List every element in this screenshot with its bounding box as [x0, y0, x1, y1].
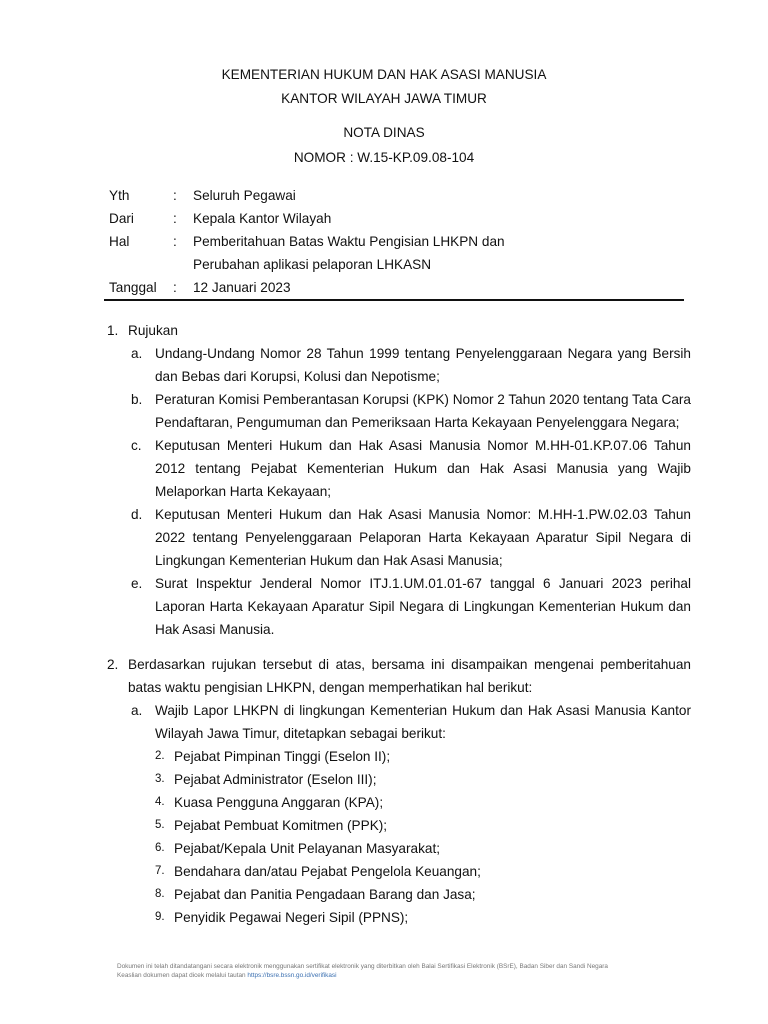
item-text: Undang-Undang Nomor 28 Tahun 1999 tentang Penyelenggaraan Negara yang Bersih dan Bebas dari Korupsi, Kolusi dan Nepotisme;: [155, 346, 691, 384]
verification-link[interactable]: https://bsre.bssn.go.id/verifikasi: [247, 972, 337, 979]
meta-value: 12 Januari 2023: [193, 280, 291, 295]
item-text: Pejabat Pimpinan Tinggi (Eselon II);: [174, 749, 391, 764]
section-paragraph: Berdasarkan rujukan tersebut di atas, bersama ini disampaikan mengenai pemberitahuan batas waktu pengisian LHKPN, dengan memperhatikan hal berikut:: [128, 657, 691, 695]
item-number: 6.: [155, 842, 165, 854]
item-letter: d.: [131, 507, 143, 522]
item-text: Peraturan Komisi Pemberantasan Korupsi (KPK) Nomor 2 Tahun 2020 tentang Tata Cara Pendaftaran, Pengumuman dan Pemeriksaan Harta Kekayaan Penyelenggara Negara;: [155, 392, 691, 430]
section-pemberitahuan: [107, 653, 691, 929]
item-letter: b.: [131, 392, 143, 407]
meta-row-tanggal: [109, 276, 689, 299]
item-text: Pejabat dan Panitia Pengadaan Barang dan Jasa;: [174, 887, 476, 902]
numbered-item: [155, 860, 691, 883]
meta-row-dari: [109, 207, 689, 230]
numbered-list: [155, 745, 691, 929]
item-number: 7.: [155, 865, 165, 877]
item-text: Kuasa Pengguna Anggaran (KPA);: [174, 795, 384, 810]
list-item: [128, 503, 691, 572]
section-number: 2.: [107, 657, 119, 672]
section-title: Rujukan: [128, 323, 178, 338]
meta-value: Seluruh Pegawai: [193, 188, 296, 203]
item-number: 3.: [155, 773, 165, 785]
item-letter: c.: [131, 438, 142, 453]
meta-key: Hal: [109, 234, 130, 249]
header-ministry: [0, 66, 768, 84]
footer-line-2: [117, 971, 677, 980]
meta-value: Pemberitahuan Batas Waktu Pengisian LHKPN dan Perubahan aplikasi pelaporan LHKASN: [193, 234, 505, 272]
item-number: 5.: [155, 819, 165, 831]
numbered-item: [155, 791, 691, 814]
item-text: Pejabat Administrator (Eselon III);: [174, 772, 377, 787]
numbered-item: [155, 906, 691, 929]
footer-line-2-prefix: Keaslian dokumen dapat dicek melalui tautan: [117, 972, 246, 979]
item-number: 9.: [155, 911, 165, 923]
item-text: Surat Inspektur Jenderal Nomor ITJ.1.UM.01.01-67 tanggal 6 Januari 2023 perihal Laporan Harta Kekayaan Aparatur Sipil Negara di Lingkungan Kementerian Hukum dan Hak Asasi Manusia.: [155, 576, 691, 637]
item-text: Pejabat Pembuat Komitmen (PPK);: [174, 818, 388, 833]
office-name: KANTOR WILAYAH JAWA TIMUR: [281, 91, 487, 106]
item-number: 2.: [155, 750, 165, 762]
header-office: [0, 90, 768, 108]
meta-row-yth: [109, 184, 689, 207]
meta-key: Dari: [109, 211, 134, 226]
e-signature-footer: [117, 962, 677, 980]
list-item: [128, 342, 691, 388]
header-divider: [104, 299, 684, 301]
ministry-name: KEMENTERIAN HUKUM DAN HAK ASASI MANUSIA: [221, 67, 547, 82]
meta-colon: :: [173, 211, 177, 226]
numbered-item: [155, 768, 691, 791]
meta-value: Kepala Kantor Wilayah: [193, 211, 332, 226]
item-number: 8.: [155, 888, 165, 900]
numbered-item: [155, 745, 691, 768]
numbered-item: [155, 883, 691, 906]
list-item: [128, 572, 691, 641]
section-number: 1.: [107, 323, 119, 338]
list-item: [128, 388, 691, 434]
item-text: Wajib Lapor LHKPN di lingkungan Kementerian Hukum dan Hak Asasi Manusia Kantor Wilayah Jawa Timur, ditetapkan sebagai berikut:: [155, 703, 691, 741]
numbered-item: [155, 814, 691, 837]
item-text: Keputusan Menteri Hukum dan Hak Asasi Manusia Nomor M.HH-01.KP.07.06 Tahun 2012 tentang Pejabat Kementerian Hukum dan Hak Asasi Manusia yang Wajib Melaporkan Harta Kekayaan;: [155, 438, 691, 499]
item-text: Penyidik Pegawai Negeri Sipil (PPNS);: [174, 910, 409, 925]
meta-colon: :: [173, 280, 177, 295]
header-doc-type: [0, 124, 768, 142]
item-letter: e.: [131, 576, 143, 591]
list-item: [128, 434, 691, 503]
list-item: [128, 699, 691, 745]
item-letter: a.: [131, 703, 143, 718]
header-number: [0, 149, 768, 167]
item-text: Pejabat/Kepala Unit Pelayanan Masyarakat;: [174, 841, 440, 856]
meta-colon: :: [173, 188, 177, 203]
meta-key: Yth: [109, 188, 130, 203]
section-rujukan: [107, 319, 691, 641]
memo-body: [107, 319, 691, 929]
doc-type: NOTA DINAS: [343, 125, 425, 140]
item-number: 4.: [155, 796, 165, 808]
numbered-item: [155, 837, 691, 860]
item-text: Keputusan Menteri Hukum dan Hak Asasi Manusia Nomor: M.HH-1.PW.02.03 Tahun 2022 tentang Penyelenggaraan Pelaporan Harta Kekayaan Aparatur Sipil Negara di Lingkungan Kementerian Hukum dan Hak Asasi Manusia;: [155, 507, 691, 568]
meta-key: Tanggal: [109, 280, 157, 295]
meta-row-hal: [109, 230, 689, 276]
meta-colon: :: [173, 234, 177, 249]
footer-line-1: Dokumen ini telah ditandatangani secara elektronik menggunakan sertifikat elektronik yang diterbitkan oleh Balai Sertifikasi Elektronik (BSrE), Badan Siber dan Sandi Negara: [117, 963, 608, 970]
item-letter: a.: [131, 346, 143, 361]
section-content: [128, 653, 691, 929]
section-content: [128, 319, 691, 641]
item-text: Bendahara dan/atau Pejabat Pengelola Keuangan;: [174, 864, 481, 879]
memo-meta: [109, 184, 689, 299]
doc-number: NOMOR : W.15-KP.09.08-104: [293, 150, 475, 165]
